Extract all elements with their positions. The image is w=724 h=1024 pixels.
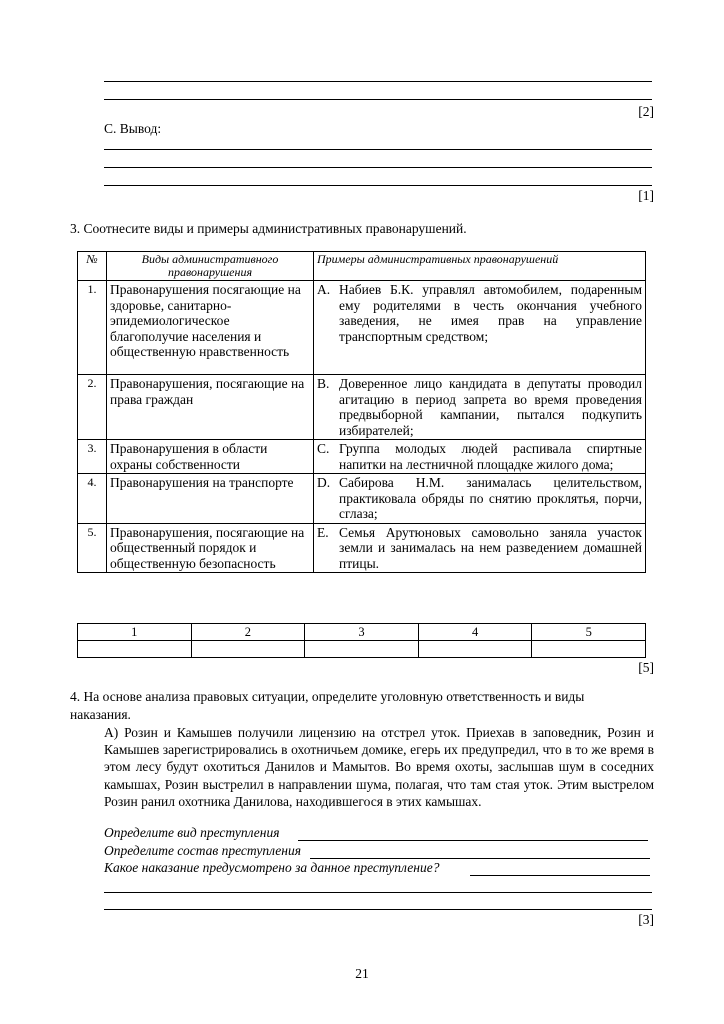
task3-title: 3. Соотнесите виды и примеры административных правонарушений. xyxy=(70,221,467,236)
matching-table xyxy=(77,251,646,573)
header-examples: Примеры административных правонарушений xyxy=(314,252,646,281)
row-example-text: Семья Арутюновых самовольно заняла участок земли и занималась на нем разведением домашней птицы. xyxy=(339,524,642,571)
mark-b: [2] xyxy=(638,104,654,119)
row-example-text: Доверенное лицо кандидата в депутаты проводил агитацию в период запрета во время проведения предвыборной кампании, пытался подкупить избирателей; xyxy=(339,376,642,438)
answer-line[interactable] xyxy=(104,909,652,910)
header-types: Виды административного правонарушения xyxy=(107,252,314,281)
row-letter: A. xyxy=(317,282,331,297)
answer-col-2: 2 xyxy=(191,624,305,641)
answer-line xyxy=(104,167,652,168)
table-row xyxy=(78,523,646,573)
row-example-text: Сабирова Н.М. занималась целительством, практиковала обряды по снятию проклятья, порчи, сглаза; xyxy=(339,475,642,521)
answer-grid xyxy=(77,623,646,658)
row-type: Правонарушения в области охраны собственности xyxy=(107,440,314,474)
row-num: 2. xyxy=(78,375,107,440)
answer-line-crime-composition[interactable] xyxy=(310,858,650,859)
section-c-title: С. Вывод: xyxy=(104,121,162,136)
table-row xyxy=(78,440,646,474)
row-example-text: Набиев Б.К. управлял автомобилем, подаренным ему родителями в честь окончания учебного заведения, не имея прав на управление транспортным средством; xyxy=(339,282,642,344)
answer-col-3: 3 xyxy=(305,624,419,641)
answer-grid-header xyxy=(78,624,646,641)
mark-c: [1] xyxy=(638,188,654,203)
row-example-text: Группа молодых людей распивала спиртные напитки на лестничной площадке жилого дома; xyxy=(339,441,642,472)
answer-cell-3[interactable] xyxy=(305,641,419,658)
row-example xyxy=(314,440,646,474)
task4-title-line1: 4. На основе анализа правовых ситуации, определите уголовную ответственность и виды xyxy=(70,689,585,704)
answer-line-punishment[interactable] xyxy=(470,875,650,876)
row-num: 5. xyxy=(78,523,107,573)
question-punishment: Какое наказание предусмотрено за данное преступление? xyxy=(104,860,440,875)
row-example xyxy=(314,474,646,524)
table-row xyxy=(78,474,646,524)
answer-col-4: 4 xyxy=(418,624,532,641)
row-letter: C. xyxy=(317,441,330,456)
answer-line xyxy=(104,149,652,150)
table-row xyxy=(78,375,646,440)
row-type: Правонарушения, посягающие на общественный порядок и общественную безопасность xyxy=(107,523,314,573)
answer-col-5: 5 xyxy=(532,624,646,641)
answer-cell-1[interactable] xyxy=(78,641,192,658)
answer-grid-row xyxy=(78,641,646,658)
task3-mark: [5] xyxy=(638,660,654,675)
answer-line xyxy=(104,185,652,186)
row-example xyxy=(314,281,646,375)
answer-cell-2[interactable] xyxy=(191,641,305,658)
task4-case-text: А) Розин и Камышев получили лицензию на отстрел уток. Приехав в заповедник, Розин и Камышев зарегистрировались в охотничьем домике, егерь их предупредил, что в то же время в этом лесу будут охотиться Данилов и Мамытов. Во время охоты, заслышав шум в соседних камышах, Розин выстрелил в направлении шума, полагая, что там стая уток. Этим выстрелом Розин ранил охотника Данилова, находившегося в этих камышах. xyxy=(104,725,654,809)
question-crime-composition: Определите состав преступления xyxy=(104,843,302,858)
row-letter: D. xyxy=(317,475,331,490)
table-header xyxy=(78,252,646,281)
answer-line[interactable] xyxy=(104,892,652,893)
answer-line xyxy=(104,81,652,82)
answer-col-1: 1 xyxy=(78,624,192,641)
row-type: Правонарушения на транспорте xyxy=(107,474,314,524)
header-num: № xyxy=(78,252,107,281)
question-crime-type: Определите вид преступления xyxy=(104,825,280,840)
answer-line-crime-type[interactable] xyxy=(298,840,648,841)
row-letter: E. xyxy=(317,524,329,540)
row-type: Правонарушения, посягающие на права граждан xyxy=(107,375,314,440)
answer-cell-4[interactable] xyxy=(418,641,532,658)
row-num: 3. xyxy=(78,440,107,474)
page-number: 21 xyxy=(355,966,369,981)
row-num: 4. xyxy=(78,474,107,524)
row-example xyxy=(314,375,646,440)
row-type: Правонарушения посягающие на здоровье, санитарно-эпидемиологическое благополучие населения и общественную нравственность xyxy=(107,281,314,375)
table-row xyxy=(78,281,646,375)
row-num: 1. xyxy=(78,281,107,375)
answer-cell-5[interactable] xyxy=(532,641,646,658)
row-example xyxy=(314,523,646,573)
row-letter: B. xyxy=(317,376,330,391)
task4-mark: [3] xyxy=(638,912,654,927)
answer-line xyxy=(104,99,652,100)
task4-title-line2: наказания. xyxy=(70,707,131,722)
